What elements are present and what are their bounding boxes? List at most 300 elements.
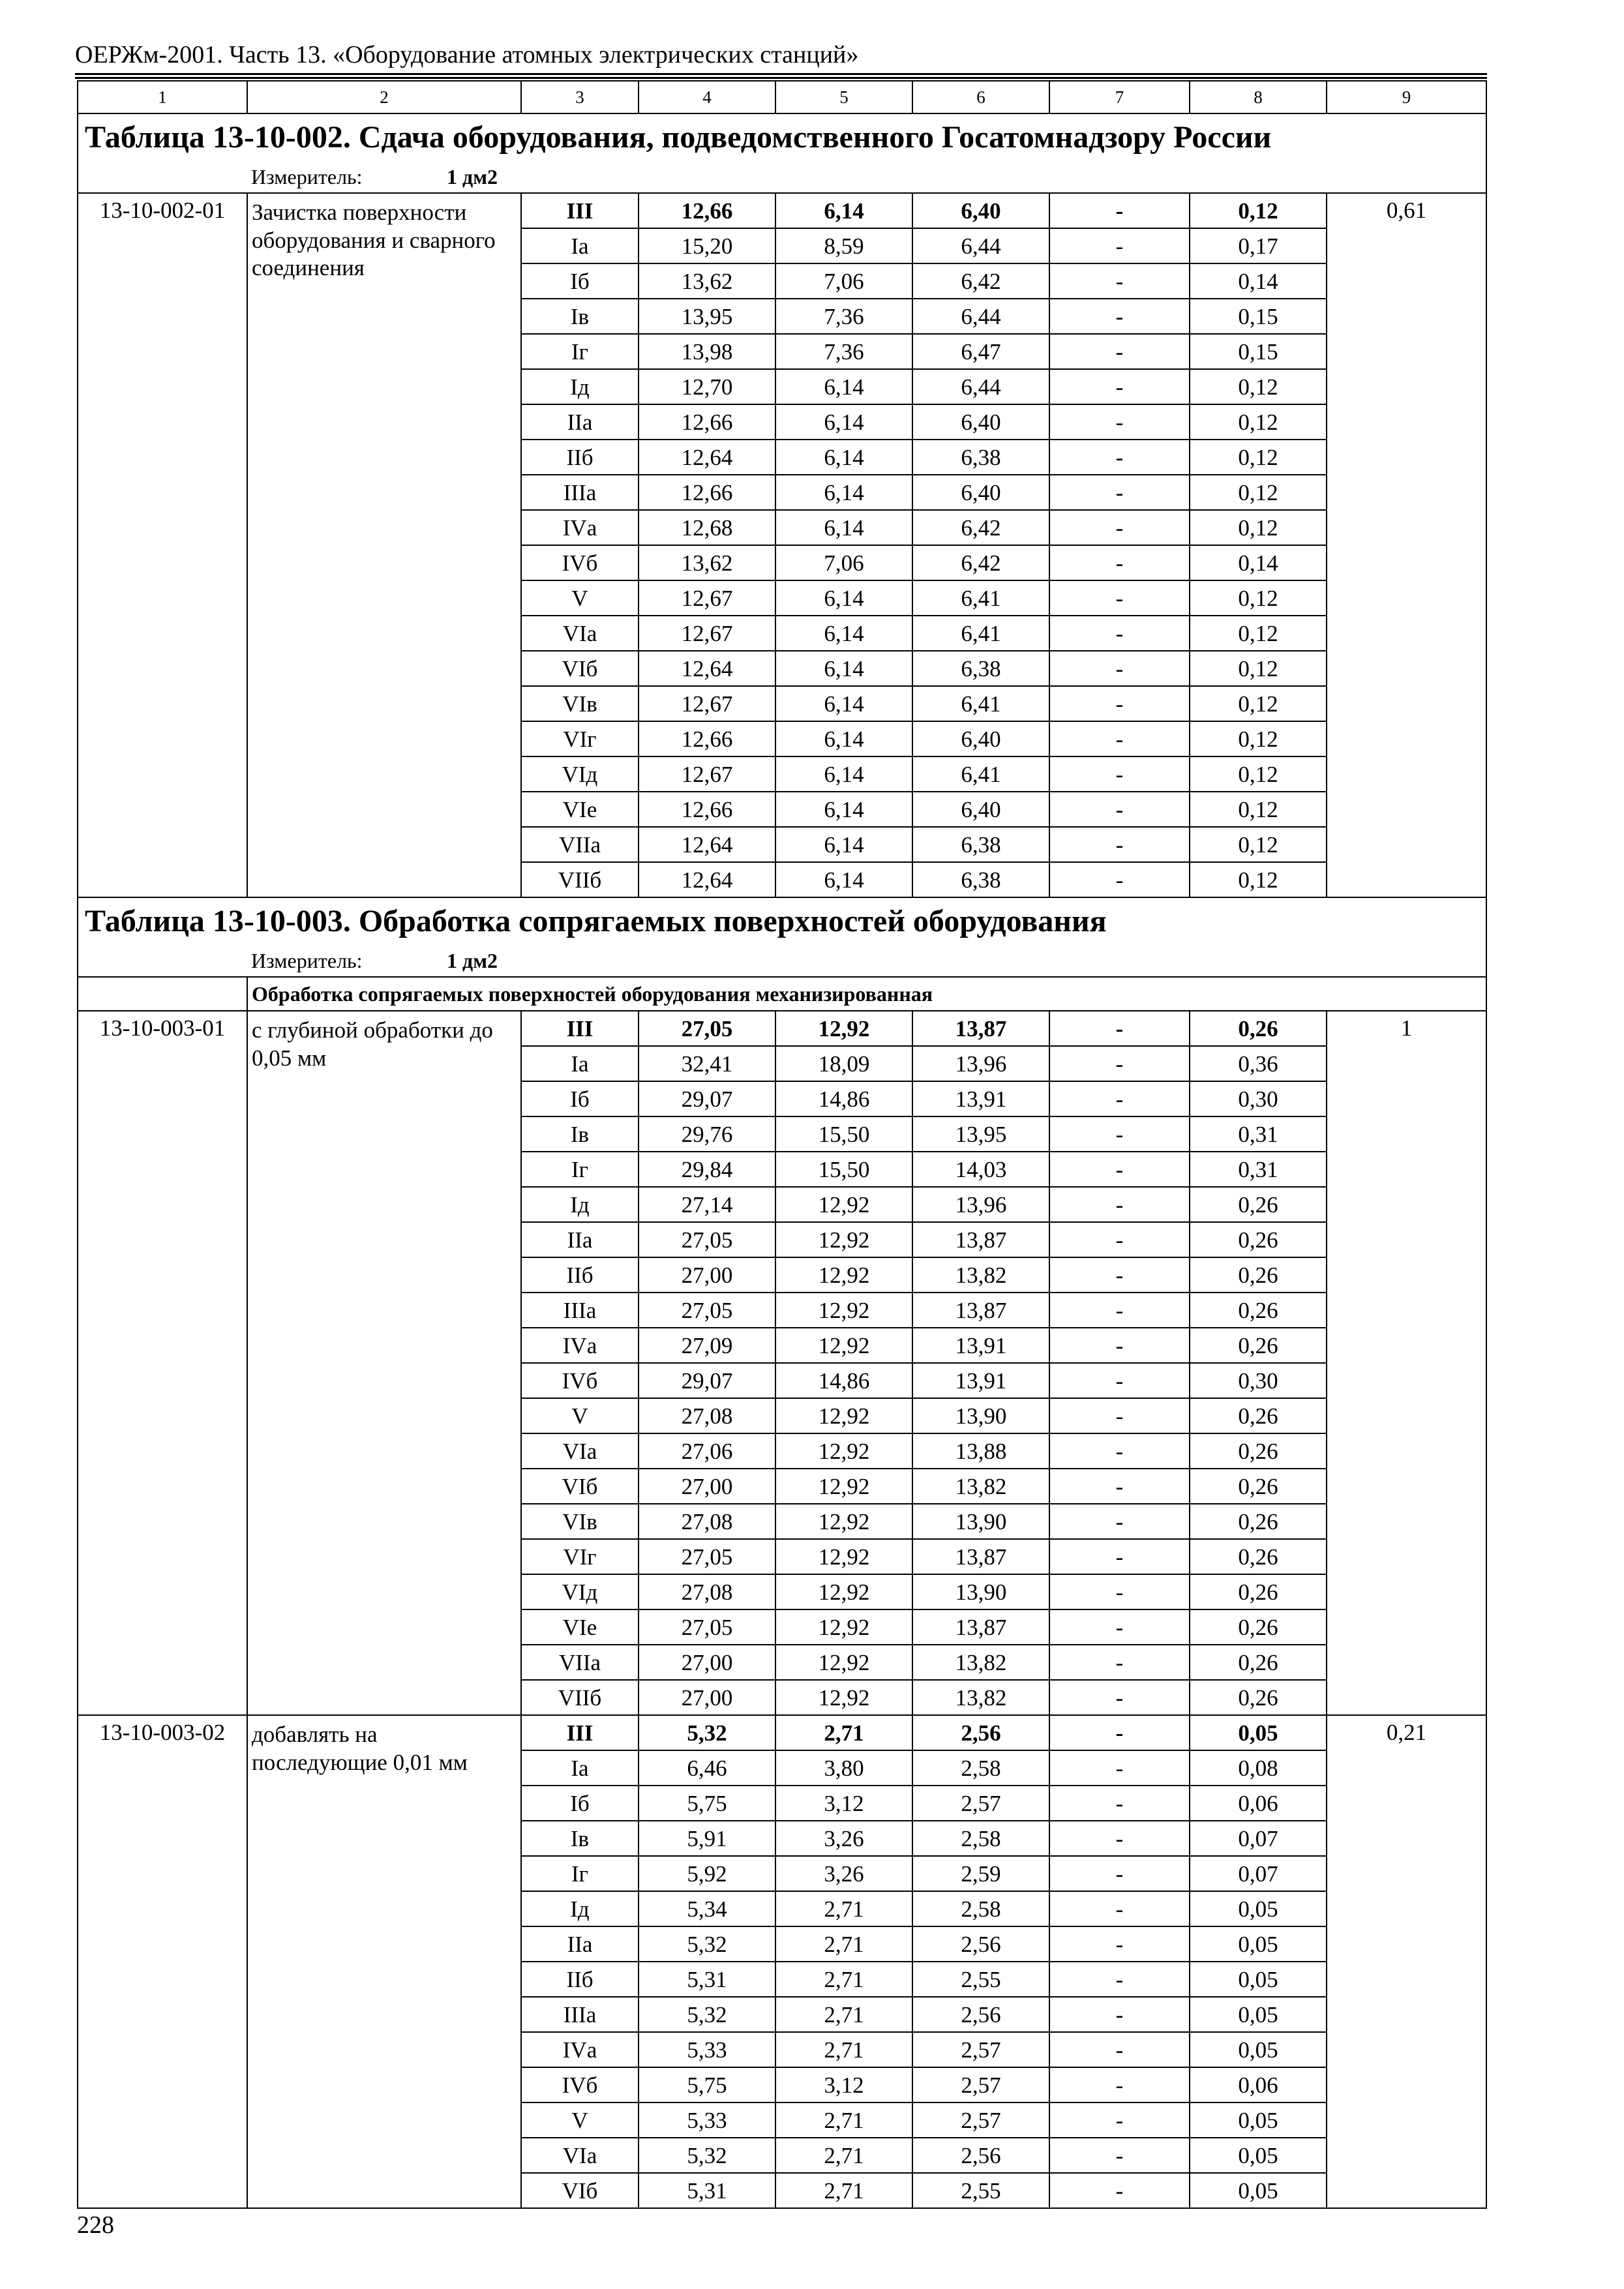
table-cell: 0,12 — [1190, 862, 1327, 897]
table-cell: VIб — [521, 2173, 639, 2208]
table-cell: 0,05 — [1190, 1891, 1327, 1926]
table-cell: 13,87 — [912, 1293, 1049, 1328]
table-cell: Iб — [521, 263, 639, 299]
measure-spacer — [78, 161, 247, 193]
table-cell: 2,58 — [912, 1750, 1049, 1786]
table-cell: 6,38 — [912, 827, 1049, 862]
table-cell: Iд — [521, 369, 639, 404]
table-cell: 12,67 — [639, 616, 775, 651]
table-cell: 6,14 — [775, 475, 912, 510]
table-cell: - — [1049, 1011, 1190, 1046]
table-cell: 12,92 — [775, 1680, 912, 1715]
table-cell: 3,12 — [775, 2067, 912, 2102]
table-cell: - — [1049, 1680, 1190, 1715]
table-cell: 13,91 — [912, 1081, 1049, 1116]
table-cell: 0,26 — [1190, 1609, 1327, 1645]
column-number: 2 — [247, 81, 521, 113]
table-cell: 0,31 — [1190, 1152, 1327, 1187]
table-cell: IVб — [521, 1363, 639, 1398]
table-cell: - — [1049, 1081, 1190, 1116]
table-cell: VIд — [521, 1574, 639, 1609]
table-cell: Iв — [521, 1116, 639, 1152]
table-cell: 12,92 — [775, 1645, 912, 1680]
table-cell: 0,05 — [1190, 2173, 1327, 2208]
item-col9: 0,21 — [1327, 1715, 1486, 2208]
table-cell: Iг — [521, 1152, 639, 1187]
column-number: 5 — [775, 81, 912, 113]
table-cell: Iа — [521, 1046, 639, 1081]
table-cell: - — [1049, 193, 1190, 228]
table-cell: 0,12 — [1190, 580, 1327, 616]
table-cell: - — [1049, 2102, 1190, 2138]
table-cell: 5,32 — [639, 1997, 775, 2032]
table-cell: 27,06 — [639, 1433, 775, 1469]
table-cell: 13,82 — [912, 1257, 1049, 1293]
table-cell: 13,62 — [639, 545, 775, 580]
table-cell: 12,64 — [639, 651, 775, 686]
table-cell: IIб — [521, 440, 639, 475]
table-cell: 0,12 — [1190, 827, 1327, 862]
table-cell: 6,14 — [775, 440, 912, 475]
table-cell: 12,92 — [775, 1328, 912, 1363]
table-cell: IIIа — [521, 1293, 639, 1328]
table-cell: 2,58 — [912, 1891, 1049, 1926]
table-cell: VIв — [521, 1504, 639, 1539]
subsection-spacer — [78, 977, 247, 1011]
table-cell: - — [1049, 1574, 1190, 1609]
table-cell: VIIб — [521, 862, 639, 897]
table-cell: 27,05 — [639, 1222, 775, 1257]
table-cell: - — [1049, 404, 1190, 440]
table-cell: - — [1049, 1786, 1190, 1821]
table-cell: 2,57 — [912, 2067, 1049, 2102]
table-cell: 6,42 — [912, 263, 1049, 299]
table-cell: - — [1049, 1363, 1190, 1398]
table-cell: 6,41 — [912, 616, 1049, 651]
table-cell: 0,05 — [1190, 1715, 1327, 1750]
table-cell: 13,95 — [912, 1116, 1049, 1152]
table-cell: 13,82 — [912, 1680, 1049, 1715]
table-cell: 5,32 — [639, 1926, 775, 1962]
table-cell: 12,92 — [775, 1398, 912, 1433]
table-cell: 12,92 — [775, 1504, 912, 1539]
table-cell: 0,12 — [1190, 510, 1327, 545]
table-cell: IVб — [521, 2067, 639, 2102]
table-cell: 5,31 — [639, 2173, 775, 2208]
table-cell: 0,26 — [1190, 1293, 1327, 1328]
table-cell: 0,06 — [1190, 2067, 1327, 2102]
table-cell: IIа — [521, 404, 639, 440]
table-cell: Iв — [521, 1821, 639, 1856]
table-cell: 7,36 — [775, 334, 912, 369]
table-cell: 0,12 — [1190, 475, 1327, 510]
table-cell: 13,87 — [912, 1539, 1049, 1574]
table-cell: 5,32 — [639, 1715, 775, 1750]
item-description: добавлять на последующие 0,01 мм — [247, 1715, 521, 2208]
table-cell: 13,91 — [912, 1363, 1049, 1398]
measure-value: 1 дм2 — [447, 165, 498, 188]
table-cell: 12,64 — [639, 862, 775, 897]
table-cell: 13,91 — [912, 1328, 1049, 1363]
table-cell: 6,44 — [912, 369, 1049, 404]
table-cell: 12,64 — [639, 440, 775, 475]
table-cell: 2,71 — [775, 2173, 912, 2208]
table-cell: - — [1049, 2173, 1190, 2208]
table-cell: - — [1049, 1891, 1190, 1926]
table-cell: VIг — [521, 721, 639, 756]
table-cell: 6,40 — [912, 721, 1049, 756]
table-cell: Iб — [521, 1081, 639, 1116]
table-cell: 6,46 — [639, 1750, 775, 1786]
table-cell: 0,15 — [1190, 334, 1327, 369]
table-cell: - — [1049, 1856, 1190, 1891]
table-cell: 27,05 — [639, 1011, 775, 1046]
table-cell: 6,14 — [775, 510, 912, 545]
table-cell: 27,00 — [639, 1257, 775, 1293]
table-cell: 2,57 — [912, 2102, 1049, 2138]
table-cell: 0,06 — [1190, 1786, 1327, 1821]
table-cell: - — [1049, 1469, 1190, 1504]
table-cell: 0,12 — [1190, 369, 1327, 404]
table-cell: Iг — [521, 334, 639, 369]
table-cell: 2,57 — [912, 2032, 1049, 2067]
table-cell: III — [521, 1011, 639, 1046]
header-rule — [75, 73, 1487, 75]
table-cell: 0,12 — [1190, 404, 1327, 440]
table-cell: 0,12 — [1190, 756, 1327, 792]
table-cell: - — [1049, 1222, 1190, 1257]
table-cell: 3,12 — [775, 1786, 912, 1821]
table-cell: 27,09 — [639, 1328, 775, 1363]
table-cell: 6,40 — [912, 193, 1049, 228]
table-cell: - — [1049, 334, 1190, 369]
table-cell: 6,41 — [912, 580, 1049, 616]
table-cell: 27,08 — [639, 1504, 775, 1539]
table-cell: 2,55 — [912, 1962, 1049, 1997]
table-cell: - — [1049, 862, 1190, 897]
table-cell: 6,14 — [775, 862, 912, 897]
table-cell: 15,50 — [775, 1152, 912, 1187]
column-number: 1 — [78, 81, 247, 113]
table-cell: 5,32 — [639, 2138, 775, 2173]
table-cell: 13,87 — [912, 1222, 1049, 1257]
table-cell: 6,14 — [775, 404, 912, 440]
table-cell: IVа — [521, 510, 639, 545]
table-cell: - — [1049, 228, 1190, 263]
table-cell: 2,58 — [912, 1821, 1049, 1856]
table-cell: 0,05 — [1190, 2032, 1327, 2067]
table-cell: 0,26 — [1190, 1328, 1327, 1363]
table-cell: 0,12 — [1190, 792, 1327, 827]
table-cell: 0,26 — [1190, 1645, 1327, 1680]
table-cell: V — [521, 580, 639, 616]
table-cell: 13,90 — [912, 1504, 1049, 1539]
table-cell: VIв — [521, 686, 639, 721]
table-cell: 6,14 — [775, 193, 912, 228]
table-cell: - — [1049, 1645, 1190, 1680]
table-cell: 13,82 — [912, 1645, 1049, 1680]
table-cell: 0,17 — [1190, 228, 1327, 263]
table-cell: 2,71 — [775, 2138, 912, 2173]
table-cell: - — [1049, 792, 1190, 827]
table-cell: 2,56 — [912, 1997, 1049, 2032]
table-cell: 0,26 — [1190, 1680, 1327, 1715]
table-cell: 27,00 — [639, 1469, 775, 1504]
table-cell: - — [1049, 545, 1190, 580]
table-cell: - — [1049, 1116, 1190, 1152]
table-cell: Iв — [521, 299, 639, 334]
table-cell: 5,75 — [639, 2067, 775, 2102]
table-cell: 13,96 — [912, 1046, 1049, 1081]
table-cell: 0,05 — [1190, 2138, 1327, 2173]
header-rule — [75, 77, 1487, 79]
column-numbers-row — [78, 81, 1486, 113]
table-cell: 27,05 — [639, 1293, 775, 1328]
table-cell: 6,14 — [775, 756, 912, 792]
table-cell: VIIа — [521, 1645, 639, 1680]
table-row — [78, 1011, 1486, 1046]
table-cell: 0,12 — [1190, 721, 1327, 756]
table-cell: 12,92 — [775, 1433, 912, 1469]
table-cell: - — [1049, 1539, 1190, 1574]
table-cell: - — [1049, 1257, 1190, 1293]
table-cell: VIе — [521, 1609, 639, 1645]
table-cell: Iа — [521, 1750, 639, 1786]
table-cell: 6,14 — [775, 369, 912, 404]
table-cell: 27,00 — [639, 1680, 775, 1715]
item-code: 13-10-003-02 — [78, 1715, 247, 2208]
measure-row — [78, 161, 1486, 193]
table-cell: - — [1049, 1187, 1190, 1222]
table-cell: 0,26 — [1190, 1257, 1327, 1293]
table-cell: 6,14 — [775, 792, 912, 827]
table-cell: 13,90 — [912, 1398, 1049, 1433]
table-cell: 2,55 — [912, 2173, 1049, 2208]
column-number: 6 — [912, 81, 1049, 113]
table-cell: 12,92 — [775, 1293, 912, 1328]
table-cell: 0,12 — [1190, 651, 1327, 686]
table-cell: - — [1049, 1821, 1190, 1856]
table-cell: 27,14 — [639, 1187, 775, 1222]
table-cell: 0,26 — [1190, 1539, 1327, 1574]
table-cell: 6,14 — [775, 721, 912, 756]
table-cell: - — [1049, 721, 1190, 756]
table-cell: Iд — [521, 1891, 639, 1926]
table-cell: VIIа — [521, 827, 639, 862]
table-cell: Iд — [521, 1187, 639, 1222]
table-cell: 13,87 — [912, 1011, 1049, 1046]
table-cell: 12,92 — [775, 1257, 912, 1293]
table-cell: 6,38 — [912, 651, 1049, 686]
table-cell: 3,26 — [775, 1856, 912, 1891]
table-cell: 5,34 — [639, 1891, 775, 1926]
table-cell: 0,05 — [1190, 1997, 1327, 2032]
table-cell: - — [1049, 1293, 1190, 1328]
table-title: Таблица 13-10-002. Сдача оборудования, подведомственного Госатомнадзору России — [78, 113, 1486, 161]
table-cell: 12,92 — [775, 1222, 912, 1257]
item-col9: 1 — [1327, 1011, 1486, 1715]
table-title: Таблица 13-10-003. Обработка сопрягаемых поверхностей оборудования — [78, 897, 1486, 945]
norms-table — [77, 80, 1487, 2209]
page-number: 228 — [77, 2211, 114, 2239]
table-cell: - — [1049, 263, 1190, 299]
table-cell: 27,08 — [639, 1574, 775, 1609]
table-cell: 2,59 — [912, 1856, 1049, 1891]
measure-label: Измеритель: — [251, 165, 363, 188]
item-description: Зачистка поверхности оборудования и сварного соединения — [247, 193, 521, 897]
table-cell: 0,36 — [1190, 1046, 1327, 1081]
table-cell: IVа — [521, 1328, 639, 1363]
item-col9: 0,61 — [1327, 193, 1486, 897]
table-cell: 7,06 — [775, 545, 912, 580]
table-cell: 0,30 — [1190, 1081, 1327, 1116]
table-cell: 0,12 — [1190, 686, 1327, 721]
table-cell: - — [1049, 440, 1190, 475]
table-cell: 12,66 — [639, 193, 775, 228]
table-cell: 12,92 — [775, 1609, 912, 1645]
table-cell: 27,00 — [639, 1645, 775, 1680]
table-cell: 0,26 — [1190, 1469, 1327, 1504]
table-cell: 0,26 — [1190, 1504, 1327, 1539]
table-cell: - — [1049, 616, 1190, 651]
table-cell: 6,14 — [775, 686, 912, 721]
table-cell: 12,64 — [639, 827, 775, 862]
table-cell: - — [1049, 2067, 1190, 2102]
table-cell: 7,06 — [775, 263, 912, 299]
table-cell: 29,07 — [639, 1363, 775, 1398]
table-cell: III — [521, 193, 639, 228]
table-cell: IIа — [521, 1222, 639, 1257]
table-cell: 12,70 — [639, 369, 775, 404]
table-cell: 2,71 — [775, 2032, 912, 2067]
table-cell: 12,67 — [639, 686, 775, 721]
table-cell: 12,92 — [775, 1011, 912, 1046]
table-cell: - — [1049, 510, 1190, 545]
table-cell: 0,31 — [1190, 1116, 1327, 1152]
table-cell: 15,20 — [639, 228, 775, 263]
table-cell: 29,07 — [639, 1081, 775, 1116]
table-cell: IIIа — [521, 475, 639, 510]
table-cell: 0,12 — [1190, 616, 1327, 651]
table-cell: VIIб — [521, 1680, 639, 1715]
table-cell: 0,12 — [1190, 193, 1327, 228]
table-cell: - — [1049, 1433, 1190, 1469]
table-cell: IIIа — [521, 1997, 639, 2032]
table-cell: 12,67 — [639, 580, 775, 616]
table-cell: 6,40 — [912, 404, 1049, 440]
table-cell: 5,31 — [639, 1962, 775, 1997]
table-cell: 6,38 — [912, 862, 1049, 897]
table-cell: 0,26 — [1190, 1574, 1327, 1609]
table-cell: 0,15 — [1190, 299, 1327, 334]
table-cell: 6,41 — [912, 756, 1049, 792]
table-cell: - — [1049, 1398, 1190, 1433]
table-cell: 0,26 — [1190, 1187, 1327, 1222]
table-cell: VIб — [521, 651, 639, 686]
table-cell: 5,75 — [639, 1786, 775, 1821]
table-cell: 6,41 — [912, 686, 1049, 721]
table-cell: 6,44 — [912, 299, 1049, 334]
measure-spacer — [78, 945, 247, 977]
table-cell: - — [1049, 1926, 1190, 1962]
table-cell: 6,47 — [912, 334, 1049, 369]
column-number: 3 — [521, 81, 639, 113]
table-cell: - — [1049, 1152, 1190, 1187]
measure-cell — [247, 945, 1486, 977]
table-cell: 6,40 — [912, 475, 1049, 510]
table-cell: 13,96 — [912, 1187, 1049, 1222]
subsection-title: Обработка сопрягаемых поверхностей оборудования механизированная — [247, 977, 1486, 1011]
table-cell: V — [521, 2102, 639, 2138]
item-description: с глубиной обработки до 0,05 мм — [247, 1011, 521, 1715]
table-title-row — [78, 113, 1486, 161]
table-row — [78, 1715, 1486, 1750]
table-title-row — [78, 897, 1486, 945]
table-cell: 12,66 — [639, 721, 775, 756]
table-cell: 32,41 — [639, 1046, 775, 1081]
table-cell: - — [1049, 1750, 1190, 1786]
table-cell: 12,92 — [775, 1539, 912, 1574]
measure-cell — [247, 161, 1486, 193]
table-cell: 12,67 — [639, 756, 775, 792]
table-cell: 12,68 — [639, 510, 775, 545]
table-cell: 27,05 — [639, 1609, 775, 1645]
table-cell: Iа — [521, 228, 639, 263]
table-cell: 29,76 — [639, 1116, 775, 1152]
table-cell: 15,50 — [775, 1116, 912, 1152]
table-cell: 14,86 — [775, 1363, 912, 1398]
table-cell: 5,92 — [639, 1856, 775, 1891]
table-cell: 2,71 — [775, 2102, 912, 2138]
table-cell: - — [1049, 1328, 1190, 1363]
table-cell: - — [1049, 686, 1190, 721]
table-cell: 0,08 — [1190, 1750, 1327, 1786]
table-cell: 6,44 — [912, 228, 1049, 263]
column-number: 9 — [1327, 81, 1486, 113]
table-cell: IIб — [521, 1257, 639, 1293]
table-cell: - — [1049, 1609, 1190, 1645]
table-cell: 13,82 — [912, 1469, 1049, 1504]
table-cell: 13,62 — [639, 263, 775, 299]
table-cell: 13,88 — [912, 1433, 1049, 1469]
table-cell: - — [1049, 1715, 1190, 1750]
table-cell: VIа — [521, 616, 639, 651]
table-cell: III — [521, 1715, 639, 1750]
table-cell: IVа — [521, 2032, 639, 2067]
table-cell: 12,66 — [639, 792, 775, 827]
table-cell: 0,05 — [1190, 1926, 1327, 1962]
table-cell: IIа — [521, 1926, 639, 1962]
measure-label: Измеритель: — [251, 949, 363, 972]
table-cell: 0,26 — [1190, 1398, 1327, 1433]
table-cell: VIб — [521, 1469, 639, 1504]
table-cell: 6,42 — [912, 545, 1049, 580]
table-cell: 6,14 — [775, 616, 912, 651]
table-cell: VIа — [521, 2138, 639, 2173]
table-cell: 7,36 — [775, 299, 912, 334]
table-cell: 0,26 — [1190, 1011, 1327, 1046]
table-cell: 12,92 — [775, 1574, 912, 1609]
column-number: 7 — [1049, 81, 1190, 113]
table-cell: - — [1049, 475, 1190, 510]
table-row — [78, 193, 1486, 228]
table-cell: - — [1049, 299, 1190, 334]
table-cell: 13,98 — [639, 334, 775, 369]
table-cell: 12,92 — [775, 1187, 912, 1222]
item-code: 13-10-003-01 — [78, 1011, 247, 1715]
table-cell: 2,71 — [775, 1962, 912, 1997]
table-cell: Iб — [521, 1786, 639, 1821]
